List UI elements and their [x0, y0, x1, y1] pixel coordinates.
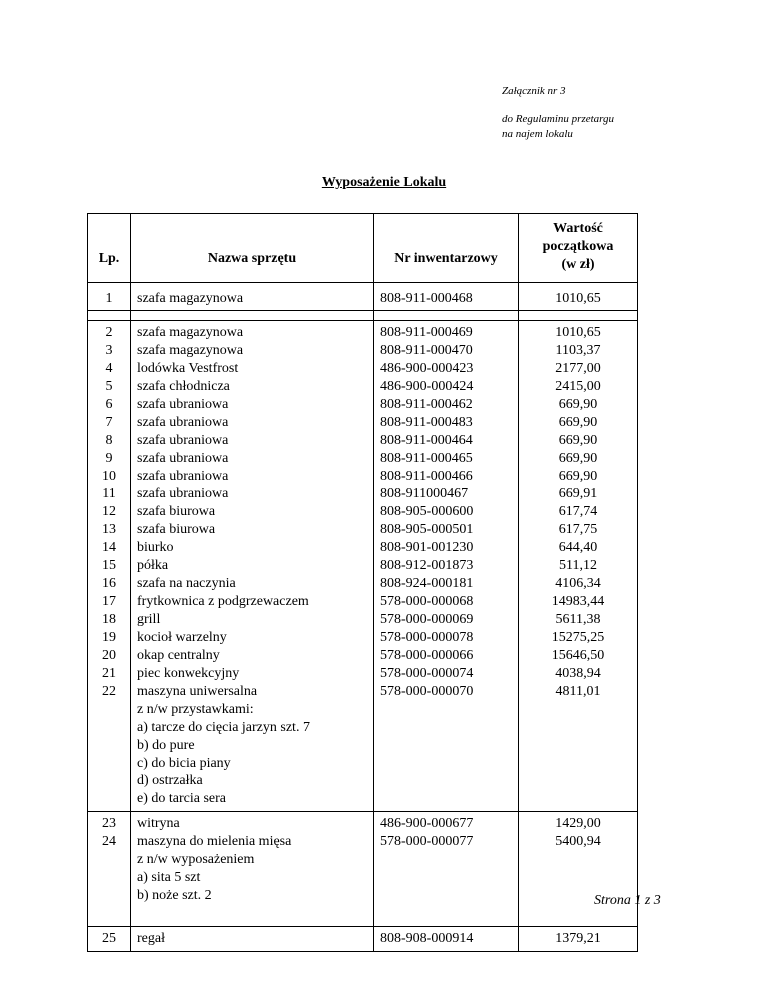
cell-name-line: frytkownica z podgrzewaczem: [137, 594, 309, 610]
cell-inv-line: 578-000-000070: [380, 683, 474, 699]
cell-value-line: 1379,21: [555, 930, 601, 946]
group-3-name-cell: [131, 926, 374, 951]
cell-name-line: szafa ubraniowa: [137, 468, 229, 484]
group-1-inventory-cell: [374, 321, 519, 812]
cell-name-line: szafa magazynowa: [137, 325, 244, 340]
col-header-value-l2: początkowa: [542, 238, 614, 254]
cell-name-line: d) ostrzałka: [137, 773, 203, 789]
cell-name-line: biurko: [137, 540, 174, 556]
table-group-2-22: [88, 321, 638, 812]
col-header-name: Nazwa sprzętu: [131, 214, 374, 283]
cell-name-line: półka: [137, 558, 169, 574]
cell-lp-line: 18: [102, 612, 116, 627]
cell-lp-line: [88, 905, 130, 923]
cell-value-line: 15275,25: [551, 629, 605, 645]
cell-name-line: c) do bicia piany: [137, 755, 231, 771]
cell-lp-line: 12: [102, 504, 116, 520]
cell-lp-line: 8: [105, 432, 113, 448]
cell-name-line: szafa chłodnicza: [137, 378, 230, 394]
cell-value-line: 617,75: [558, 522, 598, 538]
cell-lp-line: [88, 755, 130, 773]
cell-lp-line: 16: [102, 576, 116, 592]
cell-value-line: 14983,44: [551, 594, 605, 610]
cell-inv-line: 808-911-000465: [380, 450, 473, 466]
cell-inv-line: 578-000-000066: [380, 647, 474, 663]
cell-lp-line: 14: [102, 540, 116, 556]
cell-lp-line: 6: [105, 396, 113, 412]
cell-value-line: 4038,94: [555, 665, 601, 681]
row-1-name: szafa magazynowa: [131, 283, 374, 311]
cell-value-line: 669,90: [558, 450, 598, 466]
cell-lp-line: 5: [105, 378, 113, 394]
group-2-lp-cell: [88, 812, 131, 927]
cell-inv-line: 808-911-000469: [380, 325, 473, 340]
row-1-value: 1010,65: [519, 283, 638, 311]
cell-name-line: witryna: [137, 816, 180, 832]
cell-name-line: a) sita 5 szt: [137, 870, 201, 886]
cell-lp-line: 24: [102, 834, 116, 850]
row-1-lp: 1: [88, 283, 131, 311]
regulation-line-1: do Regulaminu przetargu: [502, 113, 615, 125]
cell-inv-line: 578-000-000069: [380, 612, 474, 627]
cell-inv-line: 578-000-000078: [380, 629, 474, 645]
col-header-value-l1: Wartość: [553, 221, 603, 236]
group-2-value-cell: [519, 812, 638, 927]
cell-value-line: 511,12: [559, 558, 597, 574]
group-3-value-cell: [519, 926, 638, 951]
cell-value-line: 2415,00: [555, 378, 601, 394]
cell-name-line: a) tarcze do cięcia jarzyn szt. 7: [137, 719, 310, 735]
table-header-row: [88, 214, 638, 283]
cell-value-line: 1429,00: [555, 816, 601, 832]
group-1-name-cell: [131, 321, 374, 812]
cell-name-line: szafa ubraniowa: [137, 450, 229, 466]
cell-lp-line: [88, 737, 130, 755]
regulation-line-2: na najem lokalu: [502, 128, 573, 140]
table-spacer-row: [88, 311, 638, 321]
cell-lp-line: [88, 772, 130, 790]
cell-lp-line: 21: [102, 665, 116, 681]
cell-name-line: grill: [137, 612, 161, 627]
cell-lp-line: 23: [102, 816, 116, 832]
cell-inv-line: 808-911-000466: [380, 468, 473, 484]
cell-inv-line: 808-911-000470: [380, 342, 473, 358]
page-title: [0, 175, 768, 191]
cell-lp-line: 20: [102, 647, 116, 663]
cell-lp-line: 9: [105, 450, 113, 466]
cell-name-line: b) do pure: [137, 737, 195, 753]
cell-inv-line: 808-905-000501: [380, 522, 474, 538]
spacer-cell: [374, 311, 519, 321]
cell-name-line: szafa magazynowa: [137, 342, 244, 358]
cell-name-line: z n/w przystawkami:: [137, 701, 254, 717]
cell-lp-line: 25: [102, 930, 116, 946]
cell-lp-line: 17: [102, 594, 116, 610]
cell-value-line: 5611,38: [555, 612, 601, 627]
cell-name-line: kocioł warzelny: [137, 629, 227, 645]
cell-inv-line: 808-908-000914: [380, 930, 474, 946]
cell-name-line: szafa ubraniowa: [137, 414, 229, 430]
cell-inv-line: 808-901-001230: [380, 540, 474, 556]
attachment-label: Załącznik nr 3: [502, 85, 566, 97]
cell-inv-line: 578-000-000077: [380, 834, 474, 850]
cell-name-line: piec konwekcyjny: [137, 665, 240, 681]
cell-name-line: b) noże szt. 2: [137, 888, 212, 904]
cell-lp-line: [88, 887, 130, 905]
cell-lp-line: [88, 869, 130, 887]
table-row-1: [88, 283, 638, 311]
group-3-inventory-cell: [374, 926, 519, 951]
cell-name-line: szafa biurowa: [137, 504, 216, 520]
group-2-name-cell: [131, 812, 374, 927]
cell-value-line: 669,90: [558, 396, 598, 412]
cell-lp-line: [88, 719, 130, 737]
cell-name-line: lodówka Vestfrost: [137, 360, 239, 376]
cell-inv-line: 578-000-000068: [380, 594, 474, 610]
cell-name-line: z n/w wyposażeniem: [137, 852, 255, 868]
cell-name-line: szafa ubraniowa: [137, 486, 229, 502]
table-group-25: [88, 926, 638, 951]
group-2-inventory-cell: [374, 812, 519, 927]
cell-inv-line: 486-900-000424: [380, 378, 474, 394]
page-number: Strona 1 z 3: [594, 893, 661, 908]
cell-name-line: szafa ubraniowa: [137, 432, 229, 448]
cell-value-line: 617,74: [558, 504, 598, 520]
cell-inv-line: 808-911000467: [380, 486, 469, 502]
cell-value-line: 2177,00: [555, 360, 601, 376]
cell-lp-line: 15: [102, 558, 116, 574]
cell-value-line: 4811,01: [555, 683, 601, 699]
cell-inv-line: 808-911-000462: [380, 396, 473, 412]
cell-name-line: szafa na naczynia: [137, 576, 236, 592]
col-header-value-l3: (w zł): [561, 256, 595, 272]
group-1-lp-cell: [88, 321, 131, 812]
cell-lp-line: [88, 790, 130, 808]
cell-inv-line: 808-924-000181: [380, 576, 474, 592]
cell-value-line: 669,90: [558, 468, 598, 484]
cell-name-line: szafa ubraniowa: [137, 396, 229, 412]
cell-name-line: maszyna do mielenia mięsa: [137, 834, 292, 850]
cell-value-line: 15646,50: [551, 647, 605, 663]
cell-inv-line: 808-905-000600: [380, 504, 474, 520]
cell-inv-line: 486-900-000423: [380, 360, 474, 376]
cell-lp-line: 11: [102, 486, 116, 502]
cell-name-line: szafa biurowa: [137, 522, 216, 538]
cell-inv-line: 808-911-000483: [380, 414, 473, 430]
row-1-inventory: 808-911-000468: [374, 283, 519, 311]
cell-value-line: 1103,37: [555, 342, 601, 358]
cell-value-line: 669,90: [558, 414, 598, 430]
col-header-inventory: Nr inwentarzowy: [374, 214, 519, 283]
cell-lp-line: 7: [105, 414, 113, 430]
cell-lp-line: 13: [102, 522, 116, 538]
cell-value-line: 669,90: [558, 432, 598, 448]
spacer-cell: [519, 311, 638, 321]
spacer-cell: [88, 311, 131, 321]
cell-value-line: 669,91: [558, 486, 598, 502]
group-3-lp-cell: [88, 926, 131, 951]
cell-lp-line: [88, 851, 130, 869]
cell-lp-line: 2: [105, 325, 113, 340]
equipment-table: [87, 213, 638, 952]
table-group-23-24: [88, 812, 638, 927]
cell-name-line: e) do tarcia sera: [137, 791, 226, 807]
cell-value-line: 4106,34: [555, 576, 601, 592]
cell-lp-line: 4: [105, 360, 113, 376]
cell-lp-line: 22: [102, 683, 116, 699]
group-1-value-cell: [519, 321, 638, 812]
cell-name-line: okap centralny: [137, 647, 220, 663]
page-title-text: Wyposażenie Lokalu: [321, 175, 447, 190]
cell-value-line: 5400,94: [555, 834, 601, 850]
cell-lp-line: 19: [102, 629, 116, 645]
cell-lp-line: [88, 701, 130, 719]
cell-name-line: maszyna uniwersalna: [137, 683, 258, 699]
cell-lp-line: 10: [102, 468, 116, 484]
cell-lp-line: 3: [105, 342, 113, 358]
col-header-lp: Lp.: [88, 214, 131, 283]
cell-value-line: 1010,65: [555, 325, 601, 340]
cell-inv-line: 808-912-001873: [380, 558, 474, 574]
cell-inv-line: 486-900-000677: [380, 816, 474, 832]
cell-value-line: 644,40: [558, 540, 598, 556]
cell-inv-line: 808-911-000464: [380, 432, 473, 448]
cell-name-line: regał: [137, 930, 165, 946]
cell-inv-line: 578-000-000074: [380, 665, 474, 681]
spacer-cell: [131, 311, 374, 321]
col-header-value: [519, 214, 638, 283]
